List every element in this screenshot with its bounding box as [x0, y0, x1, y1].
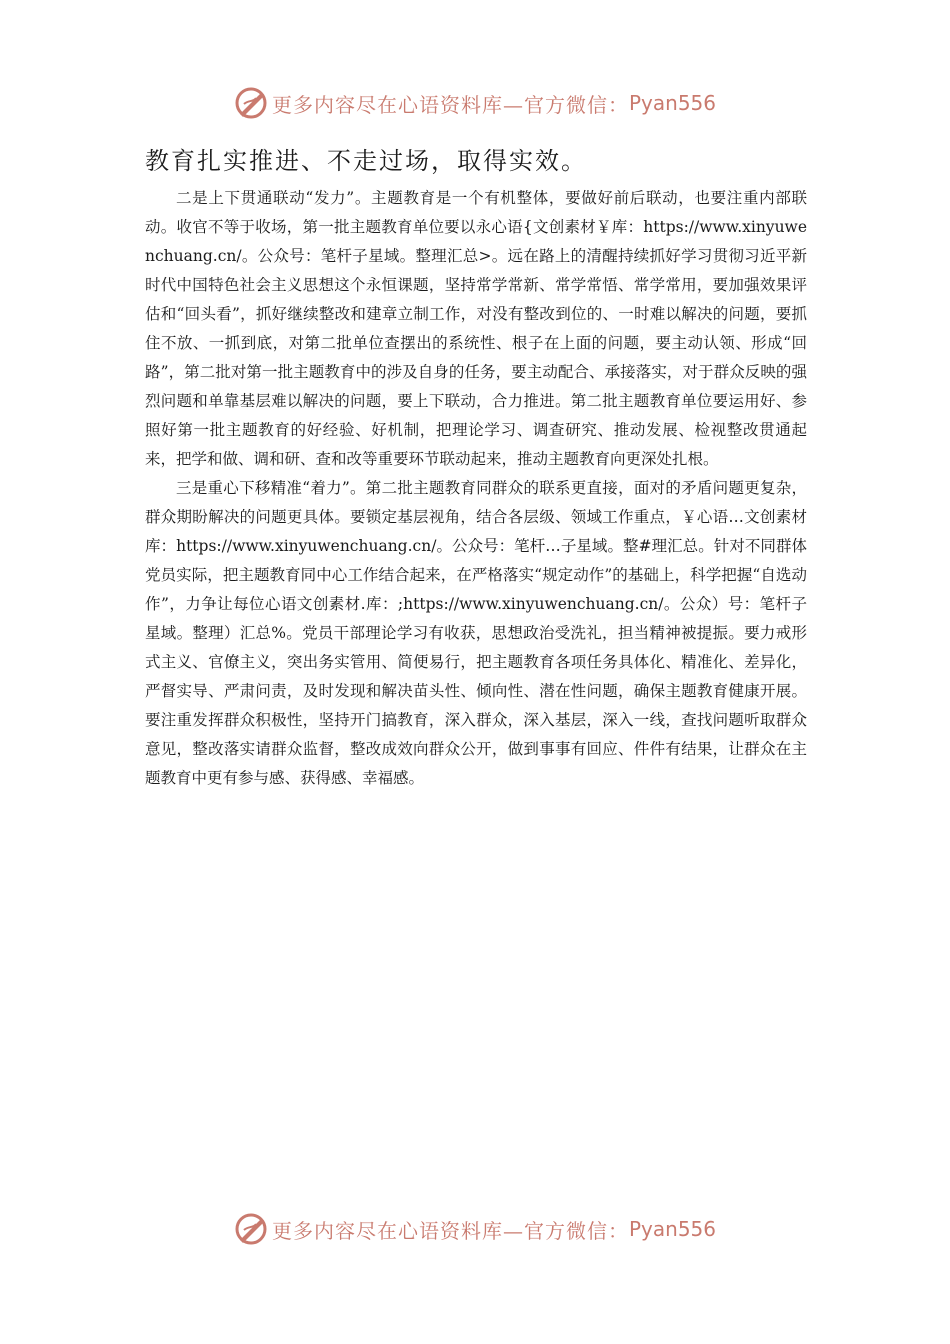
watermark-wechat-id: Pyan556: [628, 91, 716, 115]
watermark-wechat-id: Pyan556: [628, 1217, 716, 1241]
watermark-text: 更多内容尽在心语资料库—官方微信：: [271, 92, 629, 117]
pen-logo-icon: [234, 86, 268, 120]
pen-logo-icon: [234, 1212, 268, 1246]
document-body: [145, 144, 807, 793]
header-watermark: [0, 86, 950, 120]
paragraph-2: 三是重心下移精准“着力”。第二批主题教育同群众的联系更直接，面对的矛盾问题更复杂，群众期盼解决的问题更具体。要锁定基层视角，结合各层级、领域工作重点，￥心语…文创素材库：https://www.xinyuwenchuang.cn/。公众号：笔杆…子星域。整#理汇总。针对不同群体党员实际，把主题教育同中心工作结合起来，在严格落实“规定动作”的基础上，科学把握“自选动作”，力争让每位心语文创素材.库：;https://www.xinyuwenchuang.cn/。公众）号：笔杆子星域。整理）汇总%。党员干部理论学习有收获，思想政治受洗礼，担当精神被提振。要力戒形式主义、官僚主义，突出务实管用、简便易行，把主题教育各项任务具体化、精准化、差异化，严督实导、严肃问责，及时发现和解决苗头性、倾向性、潜在性问题，确保主题教育健康开展。要注重发挥群众积极性，坚持开门搞教育，深入群众，深入基层，深入一线，查找问题听取群众意见，整改落实请群众监督，整改成效向群众公开，做到事事有回应、件件有结果，让群众在主题教育中更有参与感、获得感、幸福感。: [145, 479, 807, 787]
lead-line: 教育扎实推进、不走过场，取得实效。: [145, 147, 587, 175]
footer-watermark: [0, 1212, 950, 1246]
watermark-text: 更多内容尽在心语资料库—官方微信：: [271, 1218, 629, 1243]
paragraph-1: 二是上下贯通联动“发力”。主题教育是一个有机整体，要做好前后联动，也要注重内部联动。收官不等于收场，第一批主题教育单位要以永心语{文创素材￥库：https://www.xinyuwenchuang.cn/。公众号：笔杆子星域。整理汇总>。远在路上的清醒持续抓好学习贯彻习近平新时代中国特色社会主义思想这个永恒课题，坚持常学常新、常学常悟、常学常用，要加强效果评估和“回头看”，抓好继续整改和建章立制工作，对没有整改到位的、一时难以解决的问题，要抓住不放、一抓到底，对第二批单位查摆出的系统性、根子在上面的问题，要主动认领、形成“回路”，第二批对第一批主题教育中的涉及自身的任务，要主动配合、承接落实，对于群众反映的强烈问题和单靠基层难以解决的问题，要上下联动，合力推进。第二批主题教育单位要运用好、参照好第一批主题教育的好经验、好机制，把理论学习、调查研究、推动发展、检视整改贯通起来，把学和做、调和研、查和改等重要环节联动起来，推动主题教育向更深处扎根。: [145, 189, 807, 468]
